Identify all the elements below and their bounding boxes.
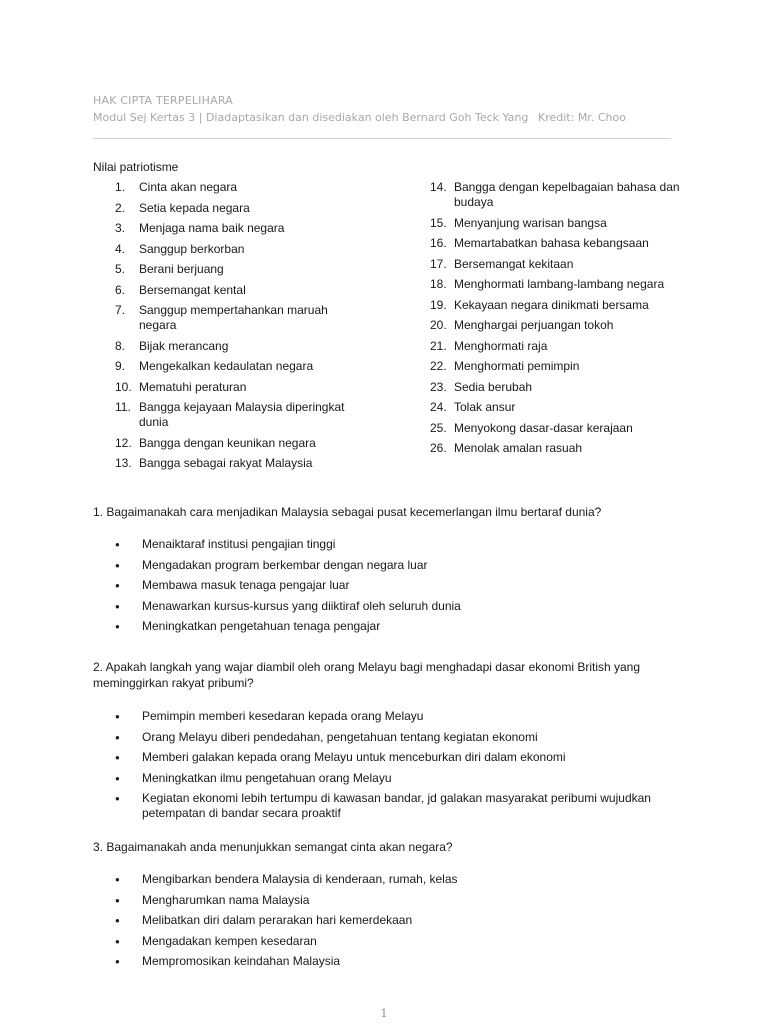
header-title: HAK CIPTA TERPELIHARA bbox=[93, 94, 233, 107]
bullet-icon: ● bbox=[115, 936, 120, 946]
answer-item bbox=[115, 537, 675, 552]
nilai-item-number: 2. bbox=[115, 200, 126, 215]
nilai-item-number: 24. bbox=[430, 400, 447, 414]
nilai-item-number: 7. bbox=[115, 303, 126, 317]
nilai-item bbox=[430, 216, 680, 231]
nilai-item-text: Bijak merancang bbox=[139, 338, 229, 353]
answer-text: Mengharumkan nama Malaysia bbox=[142, 892, 310, 907]
nilai-item-text: Setia kepada negara bbox=[139, 200, 250, 215]
nilai-item-number: 6. bbox=[115, 282, 126, 297]
bullet-icon: ● bbox=[115, 957, 120, 966]
answer-text: Membawa masuk tenaga pengajar luar bbox=[142, 578, 350, 592]
nilai-item-text: Mengekalkan kedaulatan negara bbox=[139, 359, 314, 373]
answer-text: Menawarkan kursus-kursus yang diiktiraf oleh seluruh dunia bbox=[142, 598, 461, 613]
bullet-icon: ● bbox=[115, 560, 120, 570]
bullet-icon: ● bbox=[115, 875, 120, 884]
answer-text: Menaiktaraf institusi pengajian tinggi bbox=[142, 537, 336, 551]
nilai-item-text: Sanggup berkorban bbox=[139, 241, 245, 256]
nilai-item bbox=[115, 400, 365, 430]
nilai-item-number: 9. bbox=[115, 359, 126, 373]
nilai-item bbox=[115, 339, 365, 354]
nilai-item-number: 25. bbox=[430, 420, 447, 435]
nilai-item-number: 22. bbox=[430, 359, 447, 373]
nilai-item-number: 8. bbox=[115, 338, 126, 353]
nilai-item-text: Menyanjung warisan bangsa bbox=[454, 215, 607, 230]
nilai-list-left bbox=[115, 180, 365, 477]
bullet-icon: ● bbox=[115, 753, 120, 762]
bullet-icon: ● bbox=[115, 540, 120, 549]
nilai-item bbox=[430, 318, 680, 333]
nilai-item-text: Sedia berubah bbox=[454, 379, 533, 394]
answer-item bbox=[115, 709, 675, 724]
answer-item bbox=[115, 872, 675, 887]
answer-item bbox=[115, 558, 675, 573]
answer-item bbox=[115, 913, 675, 928]
nilai-item-text: Bangga kejayaan Malaysia diperingkat dunia bbox=[139, 400, 345, 429]
nilai-item-text: Mematuhi peraturan bbox=[139, 379, 247, 394]
nilai-item bbox=[115, 456, 365, 471]
nilai-item-text: Memartabatkan bahasa kebangsaan bbox=[454, 236, 649, 250]
answer-text: Mengadakan program berkembar dengan negara luar bbox=[142, 557, 428, 572]
answer-text: Pemimpin memberi kesedaran kepada orang Melayu bbox=[142, 709, 424, 723]
nilai-item-text: Berani berjuang bbox=[139, 262, 224, 276]
nilai-item-number: 26. bbox=[430, 441, 447, 455]
nilai-item-text: Menghargai perjuangan tokoh bbox=[454, 318, 614, 332]
nilai-item bbox=[115, 242, 365, 257]
nilai-item-number: 4. bbox=[115, 241, 126, 256]
bullet-icon: ● bbox=[115, 601, 120, 611]
nilai-item bbox=[430, 400, 680, 415]
answer-text: Meningkatkan pengetahuan tenaga pengajar bbox=[142, 619, 381, 633]
answer-text: Memberi galakan kepada orang Melayu untuk menceburkan diri dalam ekonomi bbox=[142, 750, 566, 764]
header-credit: Kredit: Mr. Choo bbox=[538, 111, 626, 124]
header-module-text: Modul Sej Kertas 3 | Diadaptasikan dan disediakan oleh Bernard Goh Teck Yang bbox=[93, 111, 529, 124]
nilai-item-number: 12. bbox=[115, 435, 132, 450]
nilai-item bbox=[115, 303, 365, 333]
question-1: 1. Bagaimanakah cara menjadikan Malaysia sebagai pusat kecemerlangan ilmu bertaraf dunia? bbox=[93, 505, 602, 519]
nilai-item-text: Bangga dengan keunikan negara bbox=[139, 435, 316, 450]
nilai-item-number: 17. bbox=[430, 256, 447, 271]
nilai-item bbox=[430, 359, 680, 374]
answer-list-2 bbox=[115, 709, 675, 827]
nilai-item bbox=[115, 436, 365, 451]
nilai-item bbox=[115, 283, 365, 298]
nilai-item bbox=[430, 180, 680, 210]
answer-list-3 bbox=[115, 872, 675, 975]
answer-text: Mengibarkan bendera Malaysia di kenderaan, rumah, kelas bbox=[142, 872, 458, 886]
nilai-item bbox=[430, 421, 680, 436]
nilai-item-text: Menghormati lambang-lambang negara bbox=[454, 277, 665, 291]
answer-item bbox=[115, 791, 675, 821]
question-2: 2. Apakah langkah yang wajar diambil oleh orang Melayu bagi menghadapi dasar ekonomi British yang meminggirkan rakyat pribumi? bbox=[93, 660, 641, 690]
nilai-item-number: 11. bbox=[115, 400, 131, 414]
bullet-icon: ● bbox=[115, 622, 120, 631]
nilai-item-text: Bangga sebagai rakyat Malaysia bbox=[139, 456, 313, 470]
page-number: 1 bbox=[380, 1007, 388, 1020]
nilai-item-text: Menjaga nama baik negara bbox=[139, 221, 285, 235]
answer-item bbox=[115, 730, 675, 745]
nilai-item bbox=[115, 221, 365, 236]
nilai-item-number: 23. bbox=[430, 379, 447, 394]
nilai-item bbox=[115, 262, 365, 277]
nilai-item-number: 5. bbox=[115, 262, 126, 276]
answer-item bbox=[115, 771, 675, 786]
header-subtitle bbox=[93, 111, 671, 127]
answer-text: Orang Melayu diberi pendedahan, pengetahuan tentang kegiatan ekonomi bbox=[142, 729, 538, 744]
nilai-item-number: 19. bbox=[430, 297, 447, 312]
nilai-list-right bbox=[430, 180, 680, 462]
bullet-icon: ● bbox=[115, 773, 120, 783]
nilai-item bbox=[430, 257, 680, 272]
page-header bbox=[93, 94, 671, 127]
nilai-item bbox=[430, 380, 680, 395]
answer-item bbox=[115, 578, 675, 593]
answer-text: Kegiatan ekonomi lebih tertumpu di kawasan bandar, jd galakan masyarakat peribumi wujudkan petempatan di bandar secara proaktif bbox=[142, 791, 651, 820]
bullet-icon: ● bbox=[115, 895, 120, 905]
nilai-item-text: Tolak ansur bbox=[454, 400, 516, 414]
nilai-item-text: Cinta akan negara bbox=[139, 180, 238, 194]
nilai-item-text: Sanggup mempertahankan maruah negara bbox=[139, 303, 328, 332]
nilai-item-number: 13. bbox=[115, 456, 132, 470]
nilai-item-number: 3. bbox=[115, 221, 126, 235]
nilai-item bbox=[115, 380, 365, 395]
nilai-item bbox=[115, 359, 365, 374]
nilai-item-text: Bersemangat kental bbox=[139, 282, 246, 297]
answer-text: Meningkatkan ilmu pengetahuan orang Melayu bbox=[142, 770, 392, 785]
bullet-icon: ● bbox=[115, 794, 120, 803]
answer-list-1 bbox=[115, 537, 675, 640]
nilai-item bbox=[430, 236, 680, 251]
bullet-icon: ● bbox=[115, 581, 120, 590]
nilai-item bbox=[115, 201, 365, 216]
nilai-item-number: 14. bbox=[430, 180, 447, 194]
answer-item bbox=[115, 893, 675, 908]
answer-text: Mempromosikan keindahan Malaysia bbox=[142, 954, 341, 968]
nilai-item-number: 10. bbox=[115, 379, 132, 394]
nilai-item-number: 1. bbox=[115, 180, 126, 194]
nilai-item-number: 15. bbox=[430, 215, 447, 230]
nilai-item-number: 21. bbox=[430, 338, 447, 353]
bullet-icon: ● bbox=[115, 916, 120, 925]
nilai-item-text: Menghormati raja bbox=[454, 338, 548, 353]
answer-text: Melibatkan diri dalam perarakan hari kemerdekaan bbox=[142, 913, 413, 927]
nilai-item-number: 16. bbox=[430, 236, 447, 250]
answer-item bbox=[115, 750, 675, 765]
answer-item bbox=[115, 954, 675, 969]
bullet-icon: ● bbox=[115, 712, 120, 721]
answer-text: Mengadakan kempen kesedaran bbox=[142, 933, 317, 948]
nilai-item-number: 18. bbox=[430, 277, 447, 291]
nilai-item-text: Kekayaan negara dinikmati bersama bbox=[454, 297, 649, 312]
nilai-item bbox=[430, 298, 680, 313]
nilai-item-text: Menyokong dasar-dasar kerajaan bbox=[454, 420, 633, 435]
nilai-item-text: Menolak amalan rasuah bbox=[454, 441, 583, 455]
nilai-item bbox=[430, 441, 680, 456]
nilai-item bbox=[430, 339, 680, 354]
question-3: 3. Bagaimanakah anda menunjukkan semangat cinta akan negara? bbox=[93, 840, 453, 854]
section-title-nilai: Nilai patriotisme bbox=[93, 160, 179, 174]
nilai-item-number: 20. bbox=[430, 318, 447, 332]
answer-item bbox=[115, 599, 675, 614]
nilai-item bbox=[115, 180, 365, 195]
answer-item bbox=[115, 619, 675, 634]
header-divider bbox=[93, 138, 671, 139]
nilai-item-text: Menghormati pemimpin bbox=[454, 359, 580, 373]
nilai-item bbox=[430, 277, 680, 292]
bullet-icon: ● bbox=[115, 732, 120, 742]
answer-item bbox=[115, 934, 675, 949]
nilai-item-text: Bangga dengan kepelbagaian bahasa dan budaya bbox=[454, 180, 680, 209]
nilai-item-text: Bersemangat kekitaan bbox=[454, 256, 574, 271]
